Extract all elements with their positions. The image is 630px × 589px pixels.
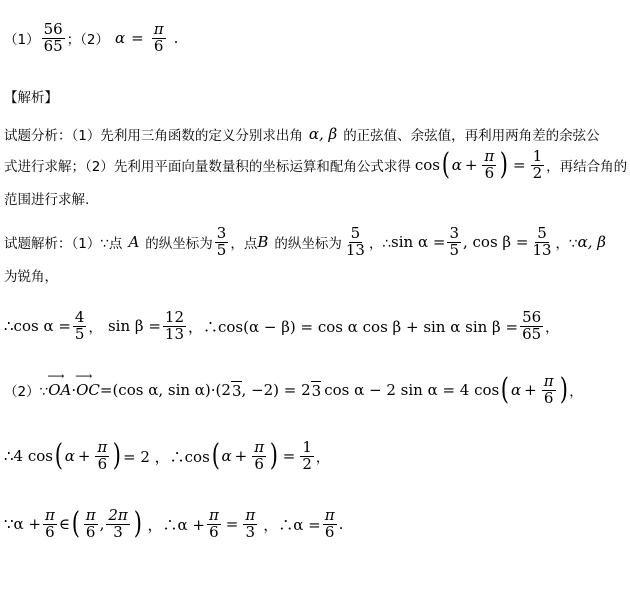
vector-oc: ⟶ OC [76, 381, 100, 399]
solution-line-6: ∵α + $\frac{\pi}{6}$ ∈ ( $\frac{\pi}{6}$ , $\frac{2\pi}{3}$ ) ，∴α + $\frac{\pi}{6}$ = $\frac{\pi}{3}$ ，∴α = $\frac{\pi}{6}$ . [4, 506, 344, 542]
analysis-line-2: 式进行求解；（2）先利用平面向量数量积的坐标运算和配角公式求得 cos ( α + $\frac{\pi}{6}$ ) = $\frac{1}{2}$ ，再结合角的 [4, 147, 628, 183]
analysis-line-3: 范围进行求解. [4, 192, 90, 208]
answer-fraction-1: $\frac{56}{65}$ [43, 20, 63, 55]
answer-line: （1） $\frac{56}{65}$ ；（2） α = $\frac{\pi}{6}$ . [4, 20, 179, 55]
solution-line-1: 试题解析：（1）∵点 A 的纵坐标为 $\frac{3}{5}$ ，点 B 的纵坐标为 $\frac{5}{13}$ ，∴ sin α = $\frac{3}{5}$ , cos β = $\frac{5}{13}$ ，∵ α, β [4, 224, 606, 259]
section-title: 【解析】 [4, 90, 58, 106]
solution-line-3: ∴cos α = $\frac{4}{5}$ ， sin β = $\frac{12}{13}$ ，∴cos(α − β) = cos α cos β + sin α sin β = $\frac{56}{65}$ ， [4, 308, 559, 343]
solution-line-5: ∴4 cos ( α + $\frac{\pi}{6}$ ) = 2 ，∴cos ( α + $\frac{\pi}{6}$ ) = $\frac{1}{2}$ ， [4, 438, 330, 474]
vector-oa: ⟶ OA [48, 381, 71, 399]
solution-line-4: （2）∵ ⟶ OA · ⟶ OC =(cos α, sin α)·(2 3 , −2) = 2 3 cos α − 2 sin α = 4 cos ( α + $\frac{\pi}{6}$ ) ， [4, 374, 583, 407]
answer-fraction-2: $\frac{\pi}{6}$ [153, 20, 164, 55]
solution-line-2: 为锐角， [4, 269, 58, 285]
analysis-line-1: 试题分析：（1）先利用三角函数的定义分别求出角 α, β 的正弦值、余弦值，再利用两角差的余弦公 [4, 125, 600, 144]
